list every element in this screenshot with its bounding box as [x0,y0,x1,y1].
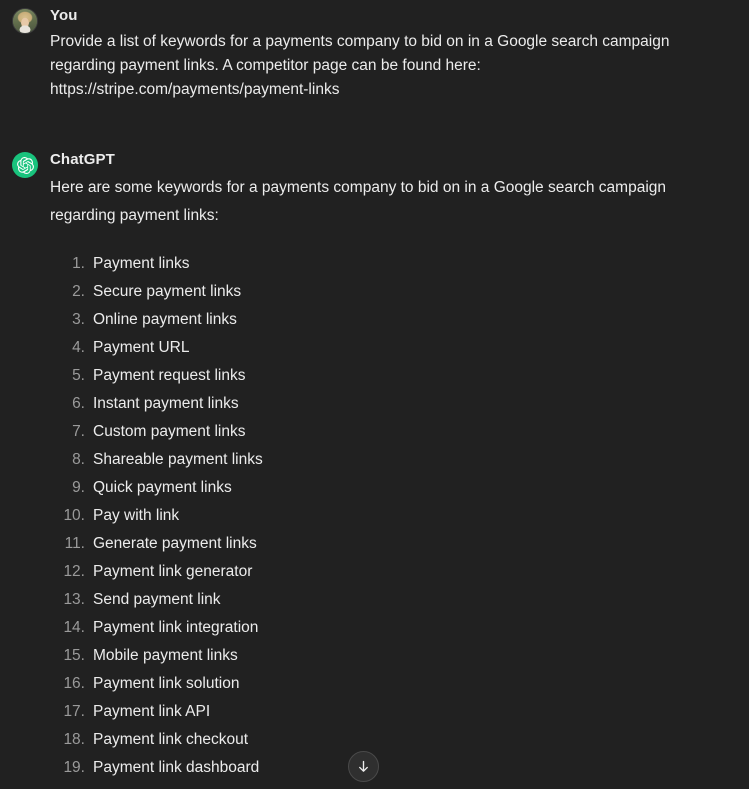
list-item-number: 19. [63,759,85,776]
list-item-number: 8. [72,451,85,468]
list-item [50,250,749,278]
list-item [50,334,749,362]
avatar [12,8,38,34]
list-item-number: 2. [72,283,85,300]
list-item-label: Send payment link [93,591,221,608]
list-item [50,670,749,698]
list-item-number: 1. [72,255,85,272]
keyword-list [50,250,749,782]
list-item [50,614,749,642]
list-item [50,278,749,306]
list-item-number: 5. [72,367,85,384]
list-item-number: 7. [72,423,85,440]
list-item-number: 16. [63,675,85,692]
list-item-label: Payment link API [93,703,211,720]
message-body-user [50,30,749,102]
list-item-number: 18. [63,731,85,748]
list-item-number: 3. [72,311,85,328]
list-item-label: Payment request links [93,367,246,384]
list-item [50,418,749,446]
list-item-label: Payment URL [93,339,190,356]
message-paragraph: Provide a list of keywords for a payments company to bid on in a Google search campaign regarding payment links. A competitor page can be found here: https://stripe.com/payments/payment-links [50,33,670,98]
list-item-number: 12. [63,563,85,580]
list-item-label: Online payment links [93,311,237,328]
list-item-number: 17. [63,703,85,720]
message-assistant [0,150,749,782]
list-item [50,306,749,334]
user-avatar-photo [13,9,37,33]
list-item-label: Payment link checkout [93,731,249,748]
list-item-number: 6. [72,395,85,412]
list-item-label: Payment link solution [93,675,240,692]
list-item-number: 14. [63,619,85,636]
list-item [50,530,749,558]
message-paragraph: Here are some keywords for a payments company to bid on in a Google search campaign regarding payment links: [50,179,667,224]
list-item-label: Custom payment links [93,423,246,440]
list-item-label: Pay with link [93,507,180,524]
list-item [50,698,749,726]
list-item [50,390,749,418]
list-item [50,502,749,530]
list-item-label: Mobile payment links [93,647,238,664]
list-item-label: Payment link dashboard [93,759,260,776]
list-item [50,558,749,586]
list-item-label: Instant payment links [93,395,239,412]
role-label-assistant: ChatGPT [50,151,115,168]
list-item [50,642,749,670]
list-item [50,586,749,614]
list-item [50,362,749,390]
list-item-number: 10. [63,507,85,524]
message-user [0,6,749,102]
list-item-label: Generate payment links [93,535,257,552]
list-item-label: Payment links [93,255,190,272]
list-item-number: 11. [64,535,85,552]
list-item-label: Shareable payment links [93,451,263,468]
list-item-number: 15. [63,647,85,664]
arrow-down-icon [356,759,371,774]
openai-logo-icon [17,157,34,174]
avatar [12,152,38,178]
role-label-user: You [50,7,78,24]
scroll-to-bottom-button[interactable] [348,751,379,782]
list-item-label: Payment link integration [93,619,259,636]
list-item-label: Secure payment links [93,283,242,300]
list-item-number: 9. [72,479,85,496]
list-item [50,726,749,754]
list-item-label: Payment link generator [93,563,253,580]
list-item [50,754,749,782]
message-body-assistant [50,174,749,782]
list-item [50,446,749,474]
list-item-number: 4. [72,339,85,356]
list-item [50,474,749,502]
list-item-label: Quick payment links [93,479,232,496]
list-item-number: 13. [63,591,85,608]
